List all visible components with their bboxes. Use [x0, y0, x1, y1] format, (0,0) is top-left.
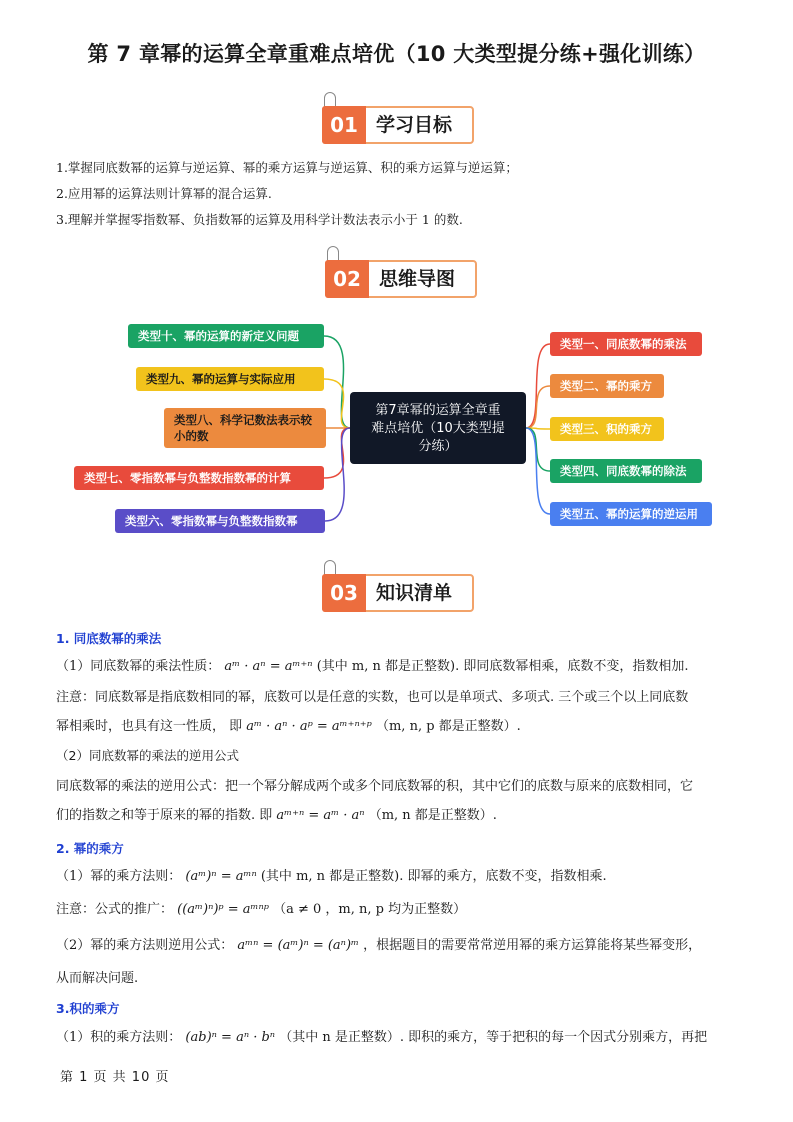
section-label: 思维导图	[379, 268, 456, 290]
mindmap-type-label: 小的数	[174, 429, 209, 443]
mindmap-connector	[526, 428, 550, 471]
subheading-inverse-formula: （2）同底数幂的乘法的逆用公式	[56, 748, 239, 763]
rule-power-of-power	[56, 867, 607, 887]
mindmap-type-label: 类型二、幂的乘方	[560, 379, 652, 393]
mindmap-type-label: 类型九、幂的运算与实际应用	[146, 372, 296, 386]
text: （a ≠ 0 ，m, n, p 均为正整数）	[273, 902, 467, 917]
mindmap-type-label: 类型四、同底数幂的除法	[560, 464, 687, 478]
note-same-base-continued	[56, 717, 521, 737]
text: （m, n, p 都是正整数）.	[375, 719, 521, 734]
mindmap-type-node	[550, 332, 702, 356]
text: ，根据题目的需要常常逆用幂的乘方运算能将某些幂变形，	[363, 938, 702, 953]
page-title: 第 7 章幂的运算全章重难点培优（10 大类型提分练+强化训练）	[87, 42, 706, 66]
mindmap-type-node	[550, 459, 702, 483]
mindmap-type-node	[128, 324, 324, 348]
note-same-base: 注意：同底数幂是指底数相同的幂，底数可以是任意的实数，也可以是单项式、多项式. 三个或三个以上同底数	[56, 690, 689, 705]
text: 们的指数之和等于原来的幂的指数. 即	[56, 808, 273, 823]
mindmap-type-label: 类型三、积的乘方	[560, 422, 652, 436]
inverse-formula-text-continued	[56, 806, 497, 826]
text: （1）积的乘方法则：	[56, 1030, 182, 1045]
mindmap-type-label: 类型一、同底数幂的乘法	[560, 337, 687, 351]
section-badge-goals	[322, 98, 482, 144]
mindmap-type-label: 类型六、零指数幂与负整数指数幂	[125, 514, 298, 528]
mindmap-type-label: 类型七、零指数幂与负整数指数幂的计算	[84, 471, 291, 485]
heading-power-of-power: 2. 幂的乘方	[56, 841, 124, 856]
mindmap-type-label: 类型十、幂的运算的新定义问题	[138, 329, 299, 343]
goal-1: 1.掌握同底数幂的运算与逆运算、幂的乘方运算与逆运算、积的乘方运算与逆运算；	[56, 160, 518, 175]
mindmap-type-node	[164, 408, 326, 448]
text: （2）幂的乘方法则逆用公式：	[56, 938, 234, 953]
text: （1）同底数幂的乘法性质：	[56, 659, 221, 674]
rule-power-inverse	[56, 936, 701, 956]
text: （m, n 都是正整数）.	[368, 808, 497, 823]
mindmap-center-text: 第7章幂的运算全章重	[375, 403, 501, 418]
section-badge-knowledge	[322, 566, 482, 612]
rule-power-inverse-continued: 从而解决问题.	[56, 971, 139, 986]
formula: ((aᵐ)ⁿ)ᵖ = aᵐⁿᵖ	[177, 902, 269, 917]
inverse-formula-text: 同底数幂的乘法的逆用公式：把一个幂分解成两个或多个同底数幂的积，其中它们的底数与原来的底数相同，它	[56, 779, 694, 794]
section-number: 02	[325, 260, 369, 298]
goal-3: 3.理解并掌握零指数幂、负指数幂的运算及用科学计数法表示小于 1 的数.	[56, 212, 463, 227]
section-badge-mindmap	[325, 252, 485, 298]
rule-power-of-product	[56, 1028, 707, 1048]
section-number: 03	[322, 574, 366, 612]
text: (其中 m, n 都是正整数). 即同底数幂相乘，底数不变，指数相加.	[316, 659, 689, 674]
page-footer: 第 1 页 共 10 页	[60, 1070, 170, 1085]
formula: aᵐ⁺ⁿ = aᵐ · aⁿ	[276, 808, 365, 823]
note-generalization	[56, 900, 466, 920]
text: 幂相乘时，也具有这一性质， 即	[56, 719, 243, 734]
mindmap-type-node	[550, 502, 712, 526]
mind-map	[60, 315, 730, 540]
mindmap-center-text: 分练）	[418, 439, 458, 454]
section-label: 知识清单	[376, 582, 453, 604]
formula: aᵐⁿ = (aᵐ)ⁿ = (aⁿ)ᵐ	[237, 938, 359, 953]
rule-same-base-multiplication	[56, 657, 689, 677]
mindmap-center-text: 难点培优（10大类型提	[371, 421, 505, 436]
mindmap-center-node	[350, 392, 526, 464]
mindmap-connector	[324, 379, 350, 428]
mindmap-type-label: 类型八、科学记数法表示较	[174, 413, 312, 427]
section-number: 01	[322, 106, 366, 144]
mindmap-connector	[526, 386, 550, 428]
formula: aᵐ · aⁿ = aᵐ⁺ⁿ	[224, 659, 313, 674]
mindmap-type-node	[550, 417, 664, 441]
mindmap-type-node	[74, 466, 324, 490]
mindmap-type-node	[115, 509, 325, 533]
mindmap-type-label: 类型五、幂的运算的逆运用	[560, 507, 698, 521]
text: 注意：公式的推广：	[56, 902, 174, 917]
text: (其中 m, n 都是正整数). 即幂的乘方，底数不变，指数相乘.	[260, 869, 607, 884]
text: （其中 n 是正整数）. 即积的乘方，等于把积的每一个因式分别乘方，再把	[279, 1030, 708, 1045]
mindmap-type-node	[136, 367, 324, 391]
mindmap-connector	[324, 428, 350, 478]
goal-2: 2.应用幂的运算法则计算幂的混合运算.	[56, 186, 272, 201]
section-label: 学习目标	[376, 114, 453, 136]
heading-power-of-product: 3.积的乘方	[56, 1001, 120, 1016]
heading-same-base-multiplication: 1. 同底数幂的乘法	[56, 631, 162, 646]
mindmap-type-node	[550, 374, 664, 398]
text: （1）幂的乘方法则：	[56, 869, 182, 884]
formula: aᵐ · aⁿ · aᵖ = aᵐ⁺ⁿ⁺ᵖ	[246, 719, 372, 734]
formula: (aᵐ)ⁿ = aᵐⁿ	[185, 869, 257, 884]
formula: (ab)ⁿ = aⁿ · bⁿ	[185, 1030, 276, 1045]
